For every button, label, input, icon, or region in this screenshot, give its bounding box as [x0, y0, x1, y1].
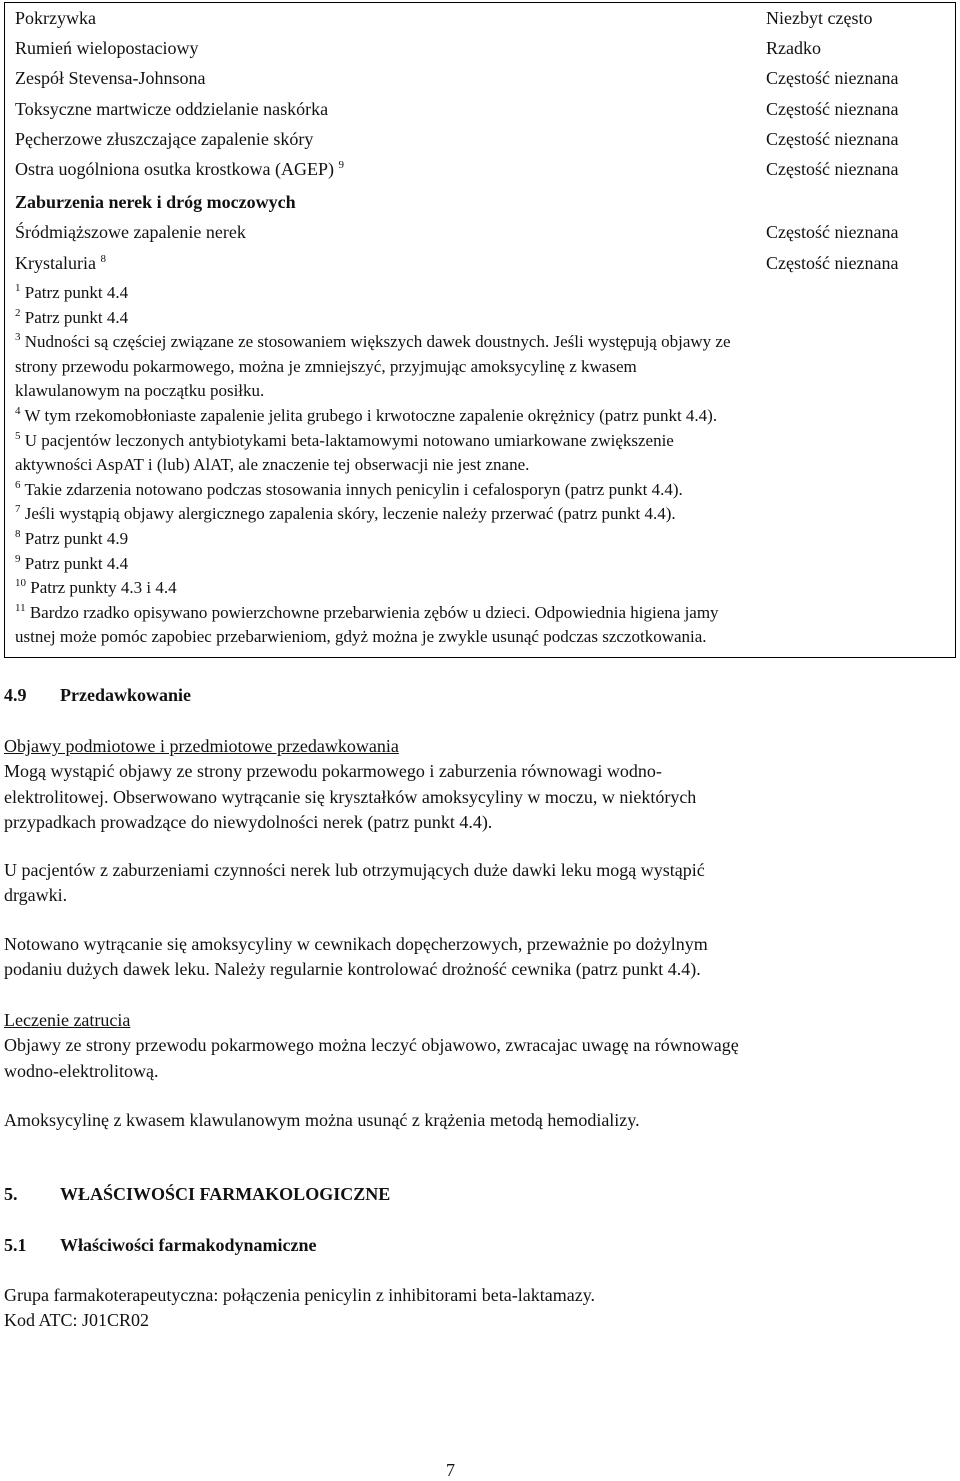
footnote: $^8$ Patrz punkt 4.9: [15, 527, 129, 548]
footnote: $^9$ Patrz punkt 4.4: [15, 552, 129, 573]
footnote: $^7$ Jeśli wystąpią objawy alergicznego zapalenia skóry, leczenie należy przerwać (patrz punkt 4.4).: [15, 503, 676, 524]
overdose-symptoms: Objawy podmiotowe i przedmiotowe przedawkowania Mogą wystąpić objawy ze strony przewodu pokarmowego i zaburzenia równowagi wodno- elektrolitowej. Obserwowano wytrącanie się kryształków amoksycyliny w moczu, w niektórych przypadkach prowadzące do niewydolności nerek (patrz punkt 4.4).: [4, 734, 949, 835]
section-heading-4-9: 4.9 Przedawkowanie: [4, 685, 191, 705]
table-row: Śródmiąższowe zapalenie nerek Częstość nieznana: [15, 222, 899, 242]
table-row: Zespół Stevensa-Johnsona Częstość nieznana: [15, 68, 899, 88]
table-category: Zaburzenia nerek i dróg moczowych: [15, 192, 296, 212]
page-number: 7: [446, 1460, 455, 1480]
section-heading-5-1: 5.1 Właściwości farmakodynamiczne: [4, 1235, 317, 1255]
paragraph: Notowano wytrącanie się amoksycyliny w cewnikach dopęcherzowych, przeważnie po dożylnym podaniu dużych dawek leku. Należy regularnie kontrolować drożność cewnika (patrz punkt 4.4).: [4, 934, 708, 980]
footnote: $^3$ Nudności są częściej związane ze stosowaniem większych dawek doustnych. Jeśli występują objawy ze: [15, 331, 731, 352]
footnote: $^1$ Patrz punkt 4.4: [15, 282, 129, 302]
table-row: Pokrzywka Niezbyt często: [15, 8, 873, 28]
footnote: $^6$ Takie zdarzenia notowano podczas stosowania innych penicylin i cefalosporyn (patrz punkt 4.4).: [15, 478, 683, 499]
paragraph: U pacjentów z zaburzeniami czynności nerek lub otrzymujących duże dawki leku mogą wystąpić drgawki.: [4, 860, 705, 906]
footnote: $^4$ W tym rzekomobłoniaste zapalenie jelita grubego i krwotoczne zapalenie okrężnicy (patrz punkt 4.4).: [15, 404, 718, 425]
footnote: $^2$ Patrz punkt 4.4: [15, 306, 129, 327]
table-row: Krystaluria $^8$ Częstość nieznana: [15, 253, 899, 273]
adverse-reactions-table: [4, 2, 956, 658]
subheading: Leczenie zatrucia: [4, 1010, 131, 1030]
section-heading-5: 5. WŁAŚCIWOŚCI FARMAKOLOGICZNE: [4, 1184, 391, 1204]
footnote: $^5$ U pacjentów leczonych antybiotykami beta-laktamowymi notowano umiarkowane zwiększenie: [15, 429, 674, 450]
footnotes: $^1$ Patrz punkt 4.4 $^2$ Patrz punkt 4.4 $^3$ Nudności są częściej związane ze stosowaniem większych dawek doustnych. Jeśli występują objawy ze strony przewodu pokarmowego, można je zmniejszyć, przyjmując amoksycylinę z kwasem klawulanowym na początku posiłku. $^4$ W tym rzekomobłoniaste zapalenie jelita grubego i krwotoczne zapalenie okrężnicy (patrz punkt 4.4). $^5$ U pacjentów leczonych antybiotykami beta-laktamowymi notowano umiarkowane zwiększenie aktywności AspAT i (lub) AlAT, ale znaczenie tej obserwacji nie jest znane. $^6$ Takie zdarzenia notowano podczas stosowania innych penicylin i cefalosporyn (patrz punkt 4.4). $^7$ Jeśli wystąpią objawy alergicznego zapalenia skóry, leczenie należy przerwać (patrz punkt 4.4). $^8$ Patrz punkt 4.9 $^9$ Patrz punkt 4.4 $^{10}$ Patrz punkty 4.3 i 4.4 $^{11}$ Bardzo rzadko opisywano powierzchowne przebarwienia zębów u dzieci. Odpowiednia higiena jamy ustnej może pomóc zapobiec przebarwieniom, gdyż można je zwykle usunąć podczas szczotkowania.: [15, 281, 945, 650]
footnote: $^{11}$ Bardzo rzadko opisywano powierzchowne przebarwienia zębów u dzieci. Odpowiednia higiena jamy: [15, 601, 719, 622]
table-row: Pęcherzowe złuszczające zapalenie skóry Częstość nieznana: [15, 129, 899, 149]
table-row: Ostra uogólniona osutka krostkowa (AGEP) $^9$ Częstość nieznana: [15, 159, 899, 179]
pharmacotherapeutic-group: Grupa farmakoterapeutyczna: połączenia penicylin z inhibitorami beta-laktamazy. Kod ATC: J01CR02: [4, 1285, 596, 1331]
table-row: Rumień wielopostaciowy Rzadko: [15, 38, 821, 58]
table-row: Toksyczne martwicze oddzielanie naskórka Częstość nieznana: [15, 99, 899, 119]
overdose-treatment: Leczenie zatrucia Objawy ze strony przewodu pokarmowego można leczyć objawowo, zwracajac uwagę na równowagę wodno-elektrolitową.: [4, 1008, 949, 1084]
footnote: $^{10}$ Patrz punkty 4.3 i 4.4: [15, 577, 177, 598]
paragraph: Amoksycylinę z kwasem klawulanowym można usunąć z krążenia metodą hemodializy.: [4, 1110, 640, 1130]
subheading: Objawy podmiotowe i przedmiotowe przedawkowania: [4, 736, 399, 756]
